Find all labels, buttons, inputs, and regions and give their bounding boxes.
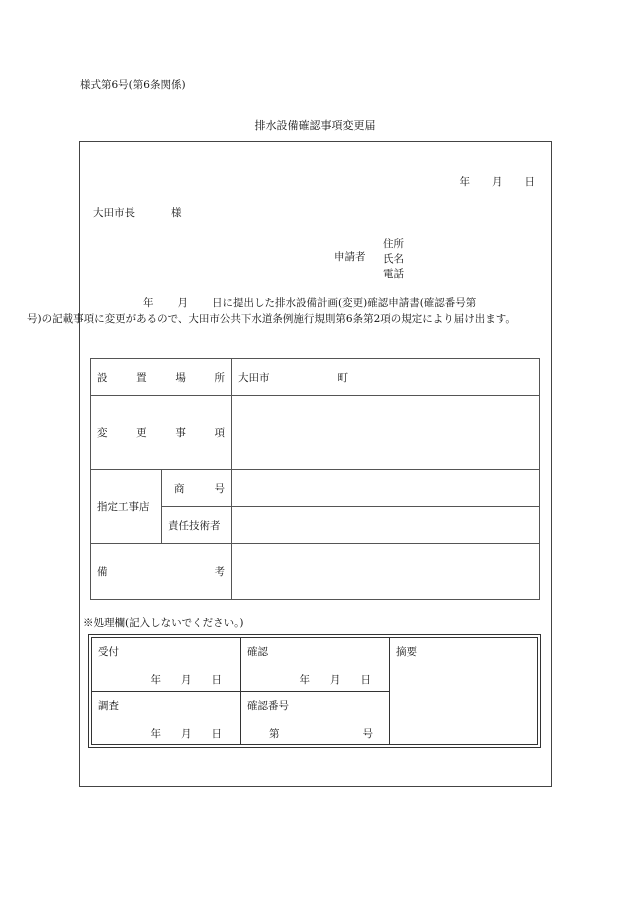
location-label-cell (91, 359, 232, 396)
date-year-label: 年 (459, 176, 470, 188)
processing-table (91, 637, 538, 745)
applicant-role: 申請者 (334, 251, 366, 263)
confirmation-year: 年 (299, 674, 310, 686)
form-id: 様式第6号(第6条関係) (80, 79, 186, 91)
engineer-label: 責任技術者 (168, 519, 221, 532)
confirmation-no-prefix: 第 (269, 727, 280, 740)
confirmation-month: 月 (330, 674, 341, 686)
investigation-label: 調査 (98, 699, 119, 712)
change-label: 変更事項 (97, 427, 225, 439)
applicant-address-label: 住所 (383, 238, 404, 250)
applicant-name-label: 氏名 (383, 253, 404, 265)
addressee-honorific: 様 (171, 207, 182, 219)
applicant-fields (383, 237, 404, 282)
body-year: 年 (143, 297, 154, 309)
engineer-value-cell[interactable] (232, 507, 540, 544)
remarks-label: 備考 (97, 566, 225, 578)
investigation-cell (92, 691, 241, 745)
confirmation-day: 日 (360, 674, 371, 686)
receipt-cell (92, 638, 241, 692)
location-value-cell[interactable] (232, 359, 540, 396)
contractor-label-cell (91, 470, 162, 544)
confirmation-no (269, 729, 373, 740)
location-town: 町 (337, 371, 348, 384)
change-label-cell (91, 396, 232, 470)
date-day-label: 日 (524, 176, 535, 188)
remarks-row (91, 544, 540, 600)
confirmation-date (280, 675, 372, 686)
body-month: 月 (177, 297, 188, 309)
receipt-month: 月 (181, 674, 192, 686)
trade-name-value-cell[interactable] (232, 470, 540, 507)
addressee-name: 大田市長 (93, 207, 135, 219)
investigation-day: 日 (211, 727, 222, 740)
investigation-year: 年 (150, 727, 161, 740)
contractor-label: 指定工事店 (97, 501, 150, 513)
trade-name-label: 商号 (174, 482, 225, 495)
processing-note: ※処理欄(記入しないでください。) (83, 617, 244, 629)
change-row (91, 396, 540, 470)
trade-name-label-cell (162, 470, 232, 507)
body-text (27, 296, 547, 327)
addressee (93, 208, 182, 219)
location-city: 大田市 (238, 371, 270, 384)
location-row (91, 359, 540, 396)
date-month-label: 月 (492, 176, 503, 188)
engineer-label-cell (162, 507, 232, 544)
remarks-value-cell[interactable] (232, 544, 540, 600)
processing-box (88, 634, 541, 748)
location-label: 設置場所 (97, 371, 225, 384)
confirmation-no-suffix: 号 (362, 727, 373, 740)
investigation-month: 月 (181, 727, 192, 740)
date-line (438, 177, 536, 188)
body-part1: 日に提出した排水設備計画(変更)確認申請書(確認番号第 (212, 297, 477, 309)
trade-name-row (91, 470, 540, 507)
confirmation-no-label: 確認番号 (247, 699, 289, 712)
investigation-date (131, 729, 223, 740)
remarks-label-cell (91, 544, 232, 600)
applicant-phone-label: 電話 (383, 268, 404, 280)
confirmation-label: 確認 (247, 646, 268, 658)
receipt-year: 年 (150, 674, 161, 686)
details-table (90, 358, 540, 600)
body-part2: 号)の記載事項に変更があるので、大田市公共下水道条例施行規則第6条第2項の規定により届け出ます。 (27, 312, 516, 325)
form-title: 排水設備確認事項変更届 (254, 119, 376, 132)
confirmation-cell (241, 638, 390, 692)
summary-cell (390, 638, 538, 745)
confirmation-no-cell (241, 691, 390, 745)
summary-label: 摘要 (396, 646, 417, 658)
change-value-cell[interactable] (232, 396, 540, 470)
receipt-label: 受付 (98, 646, 119, 658)
receipt-date (131, 675, 223, 686)
processing-row-1 (92, 638, 538, 692)
receipt-day: 日 (211, 674, 222, 686)
